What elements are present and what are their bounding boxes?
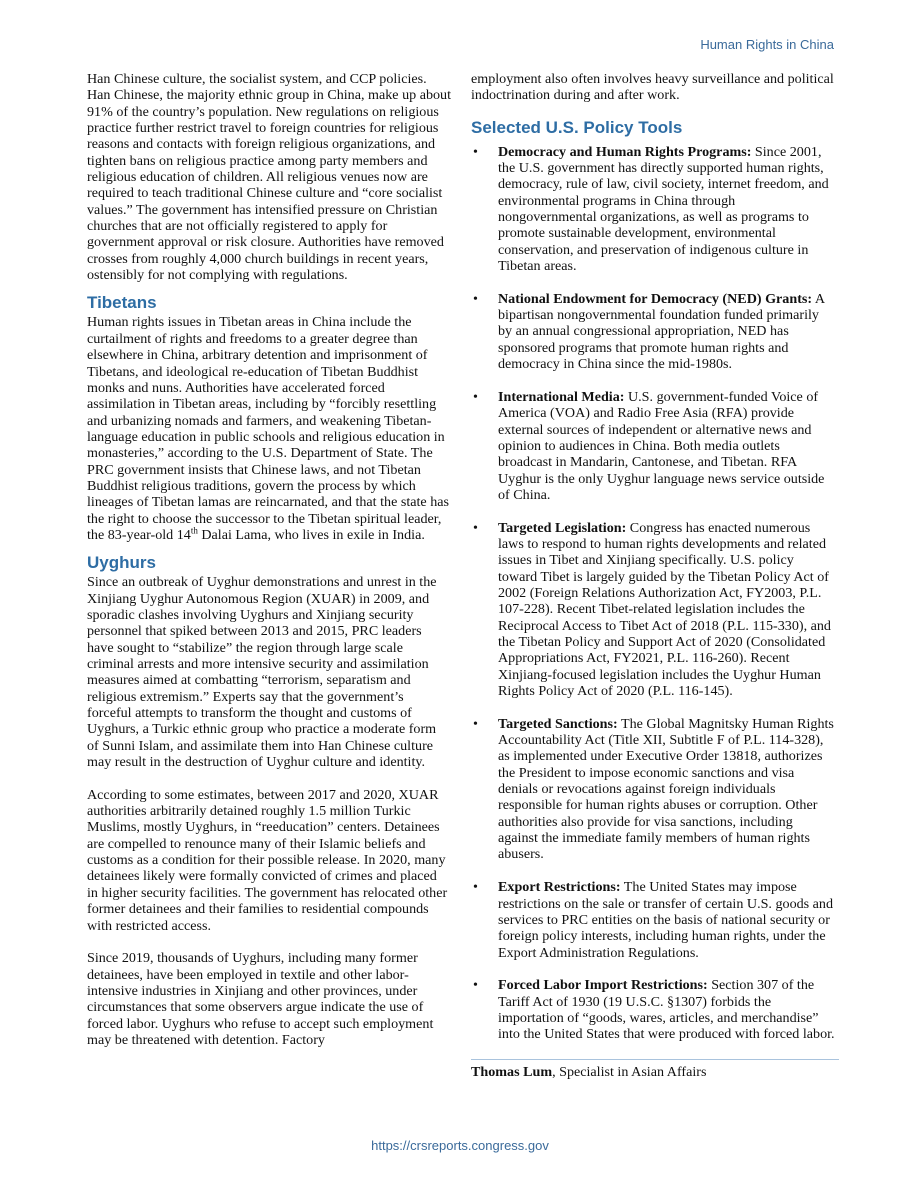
uyghurs-paragraph: According to some estimates, between 2017 and 2020, XUAR authorities arbitrarily detained roughly 1.5 million Turkic Muslims, mostly Uyghurs, in “reeducation” centers. Detainees are compelled to renounce many of their Islamic beliefs and customs as a condition for their possible release. In 2020, many detainees likely were formally convicted of crimes and placed in higher security facilities. The government has relocated other former detainees and their families to residential compounds with restricted access. bbox=[87, 786, 448, 934]
uyghurs-paragraph: Since an outbreak of Uyghur demonstrations and unrest in the Xinjiang Uyghur Autonomous Region (XUAR) in 2009, and sporadic clashes involving Uyghurs and Xinjiang security personnel that spiked between 2013 and 2015, PRC leaders have sought to “stabilize” the region through large scale criminal arrests and more intensive security and assimilation measures aimed at combatting “terrorism, separatism and religious extremism.” Experts say that the government’s forceful attempts to transform the thought and customs of Uyghurs, a Turkic ethnic group who practice a moderate form of Sunni Islam, and assimilate them into Han Chinese culture may result in the destruction of Uyghur culture and identity. bbox=[87, 574, 437, 771]
ordinal-suffix: th bbox=[190, 525, 198, 536]
author-name: Thomas Lum bbox=[471, 1063, 553, 1080]
item-text: Since 2001, the U.S. government has directly supported human rights, democracy, rule of law, civil society, internet freedom, and environmental programs in China through nongovernmental organizations, as well as programs to promote sustainable development, environmental conservation, and preservation of indigenous culture in Tibetan areas. bbox=[498, 143, 829, 275]
author-line bbox=[471, 1064, 835, 1080]
item-term: International Media: bbox=[498, 388, 625, 405]
left-column bbox=[87, 71, 451, 1048]
item-term: Democracy and Human Rights Programs: bbox=[498, 143, 752, 160]
item-text: A bipartisan nongovernmental foundation funded primarily by an annual congressional appropriation, NED has sponsored programs that promote human rights and democracy in China since the mid-1980s. bbox=[498, 290, 825, 373]
author-divider bbox=[471, 1059, 839, 1060]
item-text: The Global Magnitsky Human Rights Accountability Act (Title XII, Subtitle F of P.L. 114-328), as implemented under Executive Order 13818, authorizes the President to impose economic sanctions and visa denials or revocations against foreign individuals responsible for human rights abuses or corruption. Other authorities also provide for visa sanctions, including against the immediate family members of human rights abusers. bbox=[498, 715, 834, 863]
item-term: Export Restrictions: bbox=[498, 879, 621, 896]
item-text: The United States may impose restrictions on the sale or transfer of certain U.S. goods and services to PRC entities on the basis of national security or foreign policy interests, including human rights, under the Export Administration Regulations. bbox=[498, 879, 834, 961]
list-item bbox=[471, 389, 835, 503]
continuation-paragraph: employment also often involves heavy surveillance and political indoctrination during and after work. bbox=[471, 71, 834, 104]
item-text: Congress has enacted numerous laws to respond to human rights developments and related issues in Tibet and Xinjiang specifically. U.S. policy toward Tibet is largely guided by the Tibetan Policy Act of 2002 (Foreign Relations Authorization Act, FY2003, P.L. 107-228). Recent Tibet-related legislation includes the Reciprocal Access to Tibet Act of 2018 (P.L. 115-330), and the Tibetan Policy and Support Act of 2020 (Consolidated Appropriations Act, FY2021, P.L. 116-260). Recent Xinjiang-focused legislation includes the Uyghur Human Rights Policy Act of 2020 (P.L. 116-145). bbox=[498, 519, 831, 700]
item-text: U.S. government-funded Voice of America (VOA) and Radio Free Asia (RFA) provide external sources of independent or alternative news and opinion to audiences in China. Both media outlets broadcast in Mandarin, Cantonese, and Tibetan. RFA Uyghur is the only Uyghur language news service outside of China. bbox=[498, 388, 825, 503]
list-item bbox=[471, 520, 835, 700]
item-text: Section 307 of the Tariff Act of 1930 (19 U.S.C. §1307) forbids the importation of “goods, wares, articles, and merchandise” into the United States that were produced with forced labor. bbox=[498, 977, 835, 1043]
item-term: National Endowment for Democracy (NED) Grants: bbox=[498, 290, 813, 307]
bullet-icon: • bbox=[473, 879, 478, 896]
bullet-icon: • bbox=[473, 715, 478, 732]
item-term: Targeted Sanctions: bbox=[498, 715, 618, 732]
list-item bbox=[471, 291, 835, 373]
uyghurs-heading: Uyghurs bbox=[87, 553, 156, 573]
tibetans-heading: Tibetans bbox=[87, 293, 157, 313]
bullet-icon: • bbox=[473, 519, 478, 536]
footer-url-link[interactable]: https://crsreports.congress.gov bbox=[371, 1138, 549, 1153]
tibetans-paragraph bbox=[87, 314, 451, 543]
uyghurs-paragraph: Since 2019, thousands of Uyghurs, including many former detainees, have been employed in textile and other labor-intensive industries in Xinjiang and other provinces, under circumstances that some observers argue indicate the use of forced labor. Uyghurs who refuse to accept such employment may be threatened with detention. Factory bbox=[87, 950, 434, 1048]
bullet-icon: • bbox=[473, 977, 478, 994]
running-header-title: Human Rights in China bbox=[700, 37, 834, 52]
author-title: , Specialist in Asian Affairs bbox=[552, 1063, 707, 1080]
list-item bbox=[471, 879, 835, 961]
list-item bbox=[471, 144, 835, 275]
bullet-icon: • bbox=[473, 290, 478, 307]
bullet-icon: • bbox=[473, 143, 478, 160]
item-term: Targeted Legislation: bbox=[498, 519, 627, 536]
tibetans-text-b: Dalai Lama, who lives in exile in India. bbox=[197, 526, 425, 543]
intro-paragraph: Han Chinese culture, the socialist system, and CCP policies. Han Chinese, the majority ethnic group in China, make up about 91% of the country’s population. New regulations on religious practice further restrict travel to foreign countries for religious reasons and contacts with foreign religious organizations, and tighten bans on religious practice among party members and religious education of children. All religious venues now are required to teach traditional Chinese culture and “core socialist values.” The government has intensified pressure on Christian churches that are not officially registered to apply for government approval or risk closure. Authorities have removed crosses from roughly 4,000 church buildings in recent years, ostensibly for not complying with regulations. bbox=[87, 71, 452, 284]
list-item bbox=[471, 977, 835, 1042]
right-column bbox=[471, 71, 835, 1080]
tibetans-text-a: Human rights issues in Tibetan areas in China include the curtailment of rights and freedoms to a greater degree than elsewhere in China, arbitrary detention and imprisonment of Tibetans, and ideological re-education of Tibetan Buddhist monks and nuns. Authorities have accelerated forced assimilation in Tibetan areas, including by “forcibly resettling and urbanizing nomads and farmers, and weakening Tibetan-language education in public schools and religious education in monasteries,” according to the U.S. Department of State. The PRC government insists that Chinese laws, and not Tibetan Buddhist religious traditions, govern the process by which lineages of Tibetan lamas are reincarnated, and that the state has the right to choose the successor to the Tibetan spiritual leader, the 83-year-old 14 bbox=[87, 314, 449, 543]
item-term: Forced Labor Import Restrictions: bbox=[498, 977, 708, 994]
bullet-icon: • bbox=[473, 388, 478, 405]
list-item bbox=[471, 716, 835, 863]
policy-tools-heading: Selected U.S. Policy Tools bbox=[471, 117, 683, 137]
policy-tools-list bbox=[471, 144, 835, 1043]
